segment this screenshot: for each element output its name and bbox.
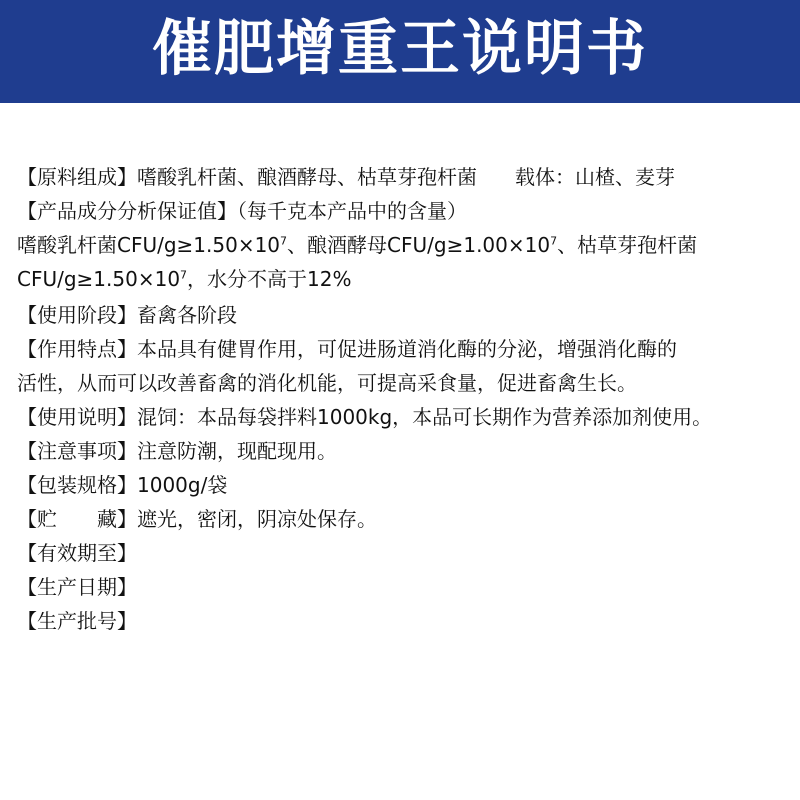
storage-value: 遮光，密闭，阴凉处保存。 [137,507,377,531]
notes-value: 注意防潮，现配现用。 [137,439,337,463]
notes-label: 【注意事项】 [17,439,137,463]
moisture-value: ，水分不高于12% [187,267,352,291]
package-label: 【包装规格】 [17,473,137,497]
exponent: 7 [550,234,558,248]
guarantee-value-2: 、酿酒酵母CFU/g≥1.00×10 [287,233,551,257]
production-date-label: 【生产日期】 [17,575,137,599]
guarantee-value-3: 、枯草芽孢杆菌 [557,233,698,257]
batch-number-label: 【生产批号】 [17,609,137,633]
guarantee-line-2 [17,262,792,296]
guarantee-note: （每千克本产品中的含量） [237,199,467,223]
guarantee-value-1: 嗜酸乳杆菌CFU/g≥1.50×10 [17,233,281,257]
package-row [17,468,792,502]
stage-value: 畜禽各阶段 [137,303,237,327]
batch-number-row [17,604,792,638]
usage-row [17,400,792,434]
expiry-label: 【有效期至】 [17,541,137,565]
stage-label: 【使用阶段】 [17,303,137,327]
guarantee-value-4: CFU/g≥1.50×10 [17,267,181,291]
features-row [17,332,792,366]
guarantee-label: 【产品成分分析保证值】 [17,199,237,223]
features-line-1: 本品具有健胃作用，可促进肠道消化酶的分泌，增强消化酶的 [137,337,677,361]
carrier-label: 载体： [515,165,575,189]
production-date-row [17,570,792,604]
page-title: 催肥增重王说明书 [152,13,648,84]
guarantee-line-1 [17,228,792,262]
package-value: 1000g/袋 [137,473,228,497]
storage-row [17,502,792,536]
usage-label: 【使用说明】 [17,405,137,429]
exponent: 7 [180,268,188,282]
raw-materials-label: 【原料组成】 [17,165,137,189]
raw-materials-value: 嗜酸乳杆菌、酿酒酵母、枯草芽孢杆菌 [137,165,477,189]
carrier-value: 山楂、麦芽 [575,165,675,189]
features-label: 【作用特点】 [17,337,137,361]
usage-value: 混饲：本品每袋拌料1000kg，本品可长期作为营养添加剂使用。 [137,405,713,429]
exponent: 7 [280,234,288,248]
raw-materials-row [17,160,792,194]
storage-label-close: 藏】 [97,507,137,531]
features-row-cont [17,366,792,400]
expiry-row [17,536,792,570]
stage-row [17,298,792,332]
guarantee-header-row [17,194,792,228]
title-banner [0,0,800,103]
features-line-2: 活性，从而可以改善畜禽的消化机能，可提高采食量，促进畜禽生长。 [17,371,637,395]
instruction-content [17,160,792,638]
storage-label-open: 【贮 [17,507,57,531]
notes-row [17,434,792,468]
